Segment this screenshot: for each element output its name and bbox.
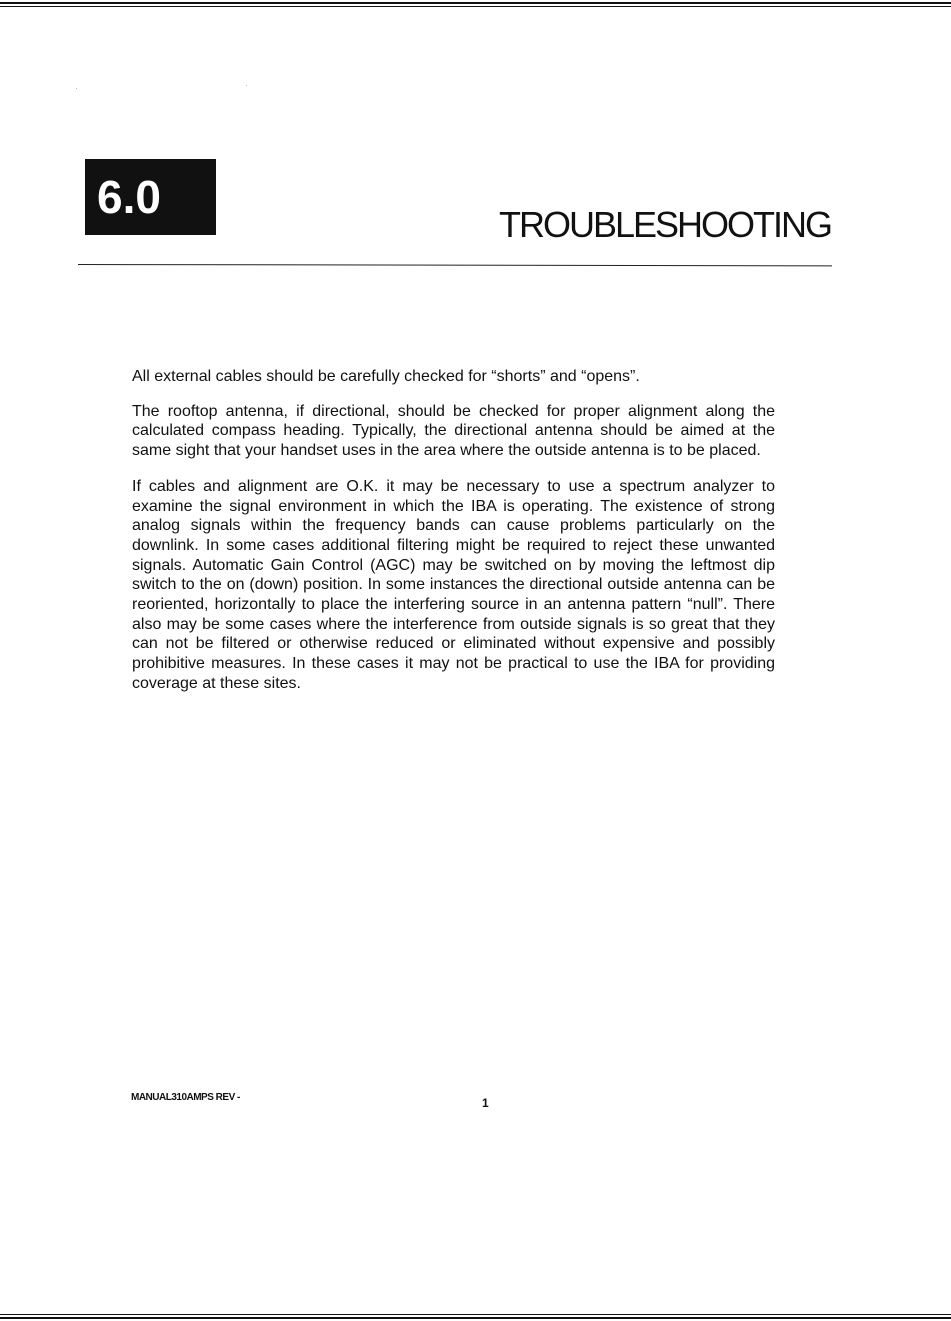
scan-speck bbox=[76, 88, 77, 89]
page-border-bottom bbox=[0, 1317, 951, 1319]
header-rule bbox=[78, 264, 832, 266]
section-number-badge: 6.0 bbox=[85, 159, 216, 235]
paragraph-spectrum-analysis: If cables and alignment are O.K. it may be necessary to use a spectrum analyzer to examine the signal environment in which the IBA is operating. The existence of strong analog signals within the frequency bands can cause problems particularly on the downlink. In some cases additional filtering might be required to reject these unwanted signals. Automatic Gain Control (AGC) may be switched on by moving the leftmost dip switch to the on (down) position. In some instances the directional outside antenna can be reoriented, horizontally to place the interfering source in an antenna pattern “null”. There also may be some cases where the interference from outside signals is so great that they can not be filtered or otherwise reduced or eliminated without expensive and possibly prohibitive measures. In these cases it may not be practical to use the IBA for providing coverage at these sites. bbox=[132, 477, 775, 692]
footer-document-id: MANUAL310AMPS REV - bbox=[131, 1092, 240, 1103]
scan-speck bbox=[246, 85, 247, 86]
page-border-bottom-thin bbox=[0, 1314, 951, 1315]
paragraph-antenna-alignment: The rooftop antenna, if directional, should be checked for proper alignment along the calculated compass heading. Typically, the directional antenna should be aimed at the same sight that your handset uses in the area where the outside antenna is to be placed. bbox=[132, 402, 775, 460]
footer-page-number: 1 bbox=[482, 1096, 489, 1110]
chapter-title: TROUBLESHOOTING bbox=[498, 204, 831, 245]
paragraph-cables: All external cables should be carefully checked for “shorts” and “opens”. bbox=[132, 368, 640, 385]
body-text bbox=[132, 367, 775, 710]
page-border-top bbox=[0, 2, 951, 4]
page-border-top-thin bbox=[0, 6, 951, 7]
